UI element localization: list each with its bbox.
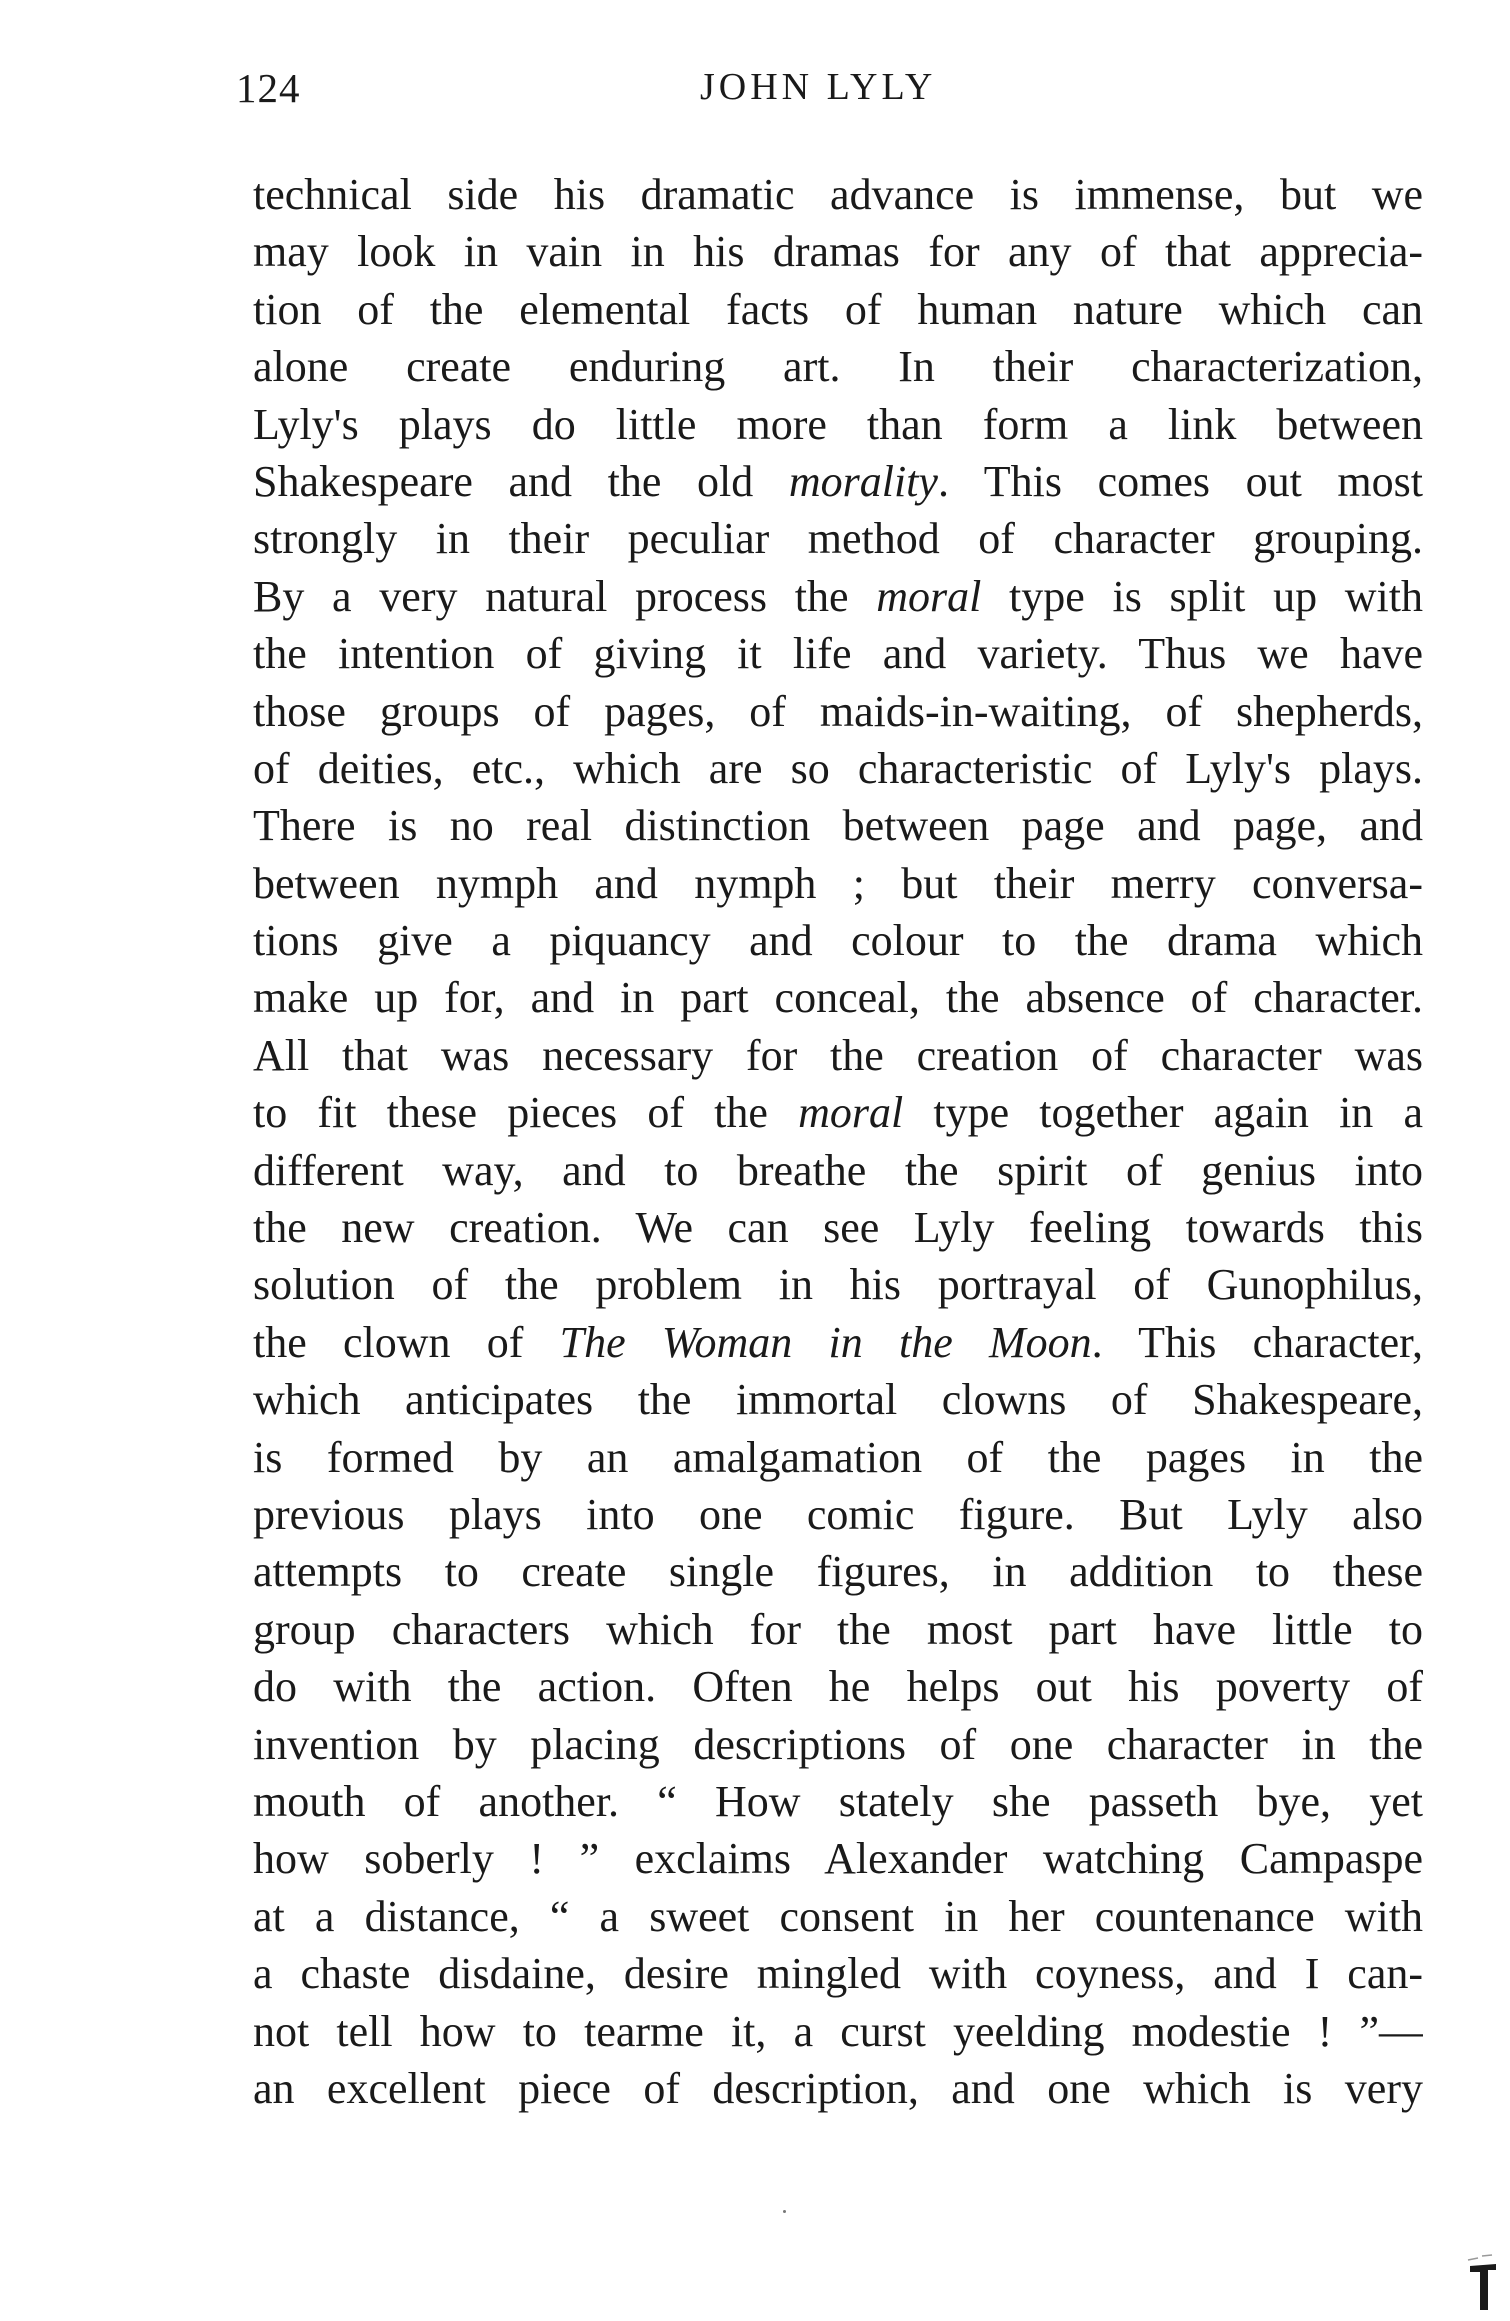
text-line: which anticipates the immortal clowns of Shakespeare, [253,1375,1423,1425]
text-line: group characters which for the most part have little to [253,1604,1423,1654]
text-line: how soberly ! ” exclaims Alexander watching Campaspe [253,1834,1423,1884]
text-line [253,1314,1423,1371]
text-segment: . This character, [1091,1317,1423,1367]
italic-title: moral [798,1088,904,1138]
text-line: the new creation. We can see Lyly feeling towards this [253,1203,1423,1253]
text-line: between nymph and nymph ; but their merry conversa- [253,858,1423,908]
text-line: Lyly's plays do little more than form a link between [253,399,1423,449]
text-line: may look in vain in his dramas for any of that apprecia- [253,227,1423,277]
text-line: technical side his dramatic advance is immense, but we [253,170,1423,219]
text-line: make up for, and in part conceal, the absence of character. [253,973,1423,1023]
text-segment: type together again in a [903,1088,1423,1138]
text-segment: type is split up with [981,571,1423,621]
page-number: 124 [236,65,301,111]
text-segment: By a very natural process the [253,571,877,621]
text-segment: the clown of [253,1317,560,1367]
italic-title: moral [876,571,982,621]
text-line: those groups of pages, of maids-in-waiting, of shepherds, [253,686,1423,736]
text-line: is formed by an amalgamation of the pages in the [253,1432,1423,1482]
text-line: a chaste disdaine, desire mingled with coyness, and I can- [253,1949,1423,1999]
text-line: attempts to create single figures, in addition to these [253,1547,1423,1597]
text-line: mouth of another. “ How stately she passeth bye, yet [253,1776,1423,1826]
text-line: tions give a piquancy and colour to the drama which [253,916,1423,966]
text-segment: . This comes out most [937,456,1423,506]
text-line: All that was necessary for the creation of character was [253,1030,1423,1080]
text-line: solution of the problem in his portrayal of Gunophilus, [253,1260,1423,1310]
text-line: the intention of giving it life and variety. Thus we have [253,629,1423,679]
scan-speck [783,2210,786,2213]
text-line: different way, and to breathe the spirit of genius into [253,1145,1423,1195]
text-line: at a distance, “ a sweet consent in her countenance with [253,1891,1423,1941]
text-line: alone create enduring art. In their characterization, [253,342,1423,392]
text-line: of deities, etc., which are so characteristic of Lyly's plays. [253,743,1423,793]
text-line: previous plays into one comic figure. But Lyly also [253,1489,1423,1539]
text-line: strongly in their peculiar method of character grouping. [253,514,1423,564]
text-line [253,1084,1423,1141]
text-line [253,453,1423,510]
text-line: not tell how to tearme it, a curst yeelding modestie ! ”— [253,2006,1423,2056]
italic-title: The Woman in the Moon [559,1317,1092,1367]
running-head: JOHN LYLY [700,66,937,108]
text-line: tion of the elemental facts of human nature which can [253,284,1423,334]
italic-title: morality [788,456,938,506]
text-segment: to fit these pieces of the [253,1088,799,1138]
text-segment: Shakespeare and the old [253,456,789,506]
text-line: do with the action. Often he helps out his poverty of [253,1662,1423,1712]
text-line: invention by placing descriptions of one character in the [253,1719,1423,1769]
page-edge-mark-icon [1466,2252,1506,2312]
text-line [253,568,1423,625]
body-text [253,166,1423,2117]
text-line: an excellent piece of description, and one which is very [253,2063,1423,2113]
text-line: There is no real distinction between page and page, and [253,801,1423,851]
